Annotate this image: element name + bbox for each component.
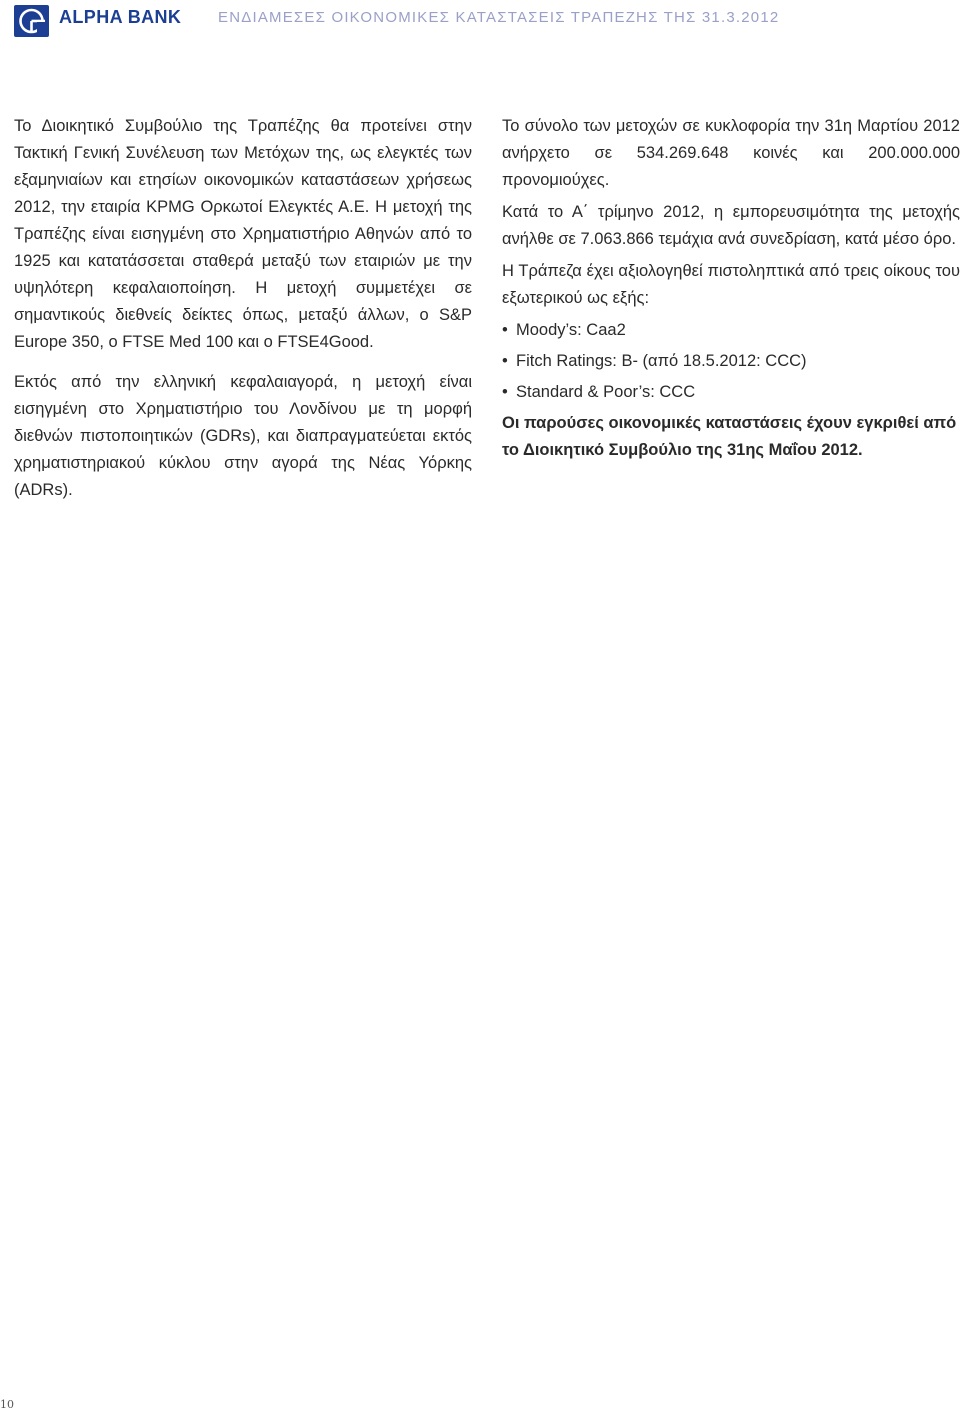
left-column (14, 113, 472, 517)
page-header (0, 0, 960, 40)
paragraph-auditors-listing: Το Διοικητικό Συμβούλιο της Τραπέζης θα προτείνει στην Τακτική Γενική Συνέλευση των Μετόχων της, ως ελεγκτές των εξαμηνιαίων και ετησίων οικονομικών καταστάσεων χρήσεως 2012, την εταιρία KPMG Ορκωτοί Ελεγκτές Α.Ε. Η μετοχή της Τραπέζης είναι εισηγμένη στο Χρηματιστήριο Αθηνών από το 1925 και κατατάσσεται σταθερά μεταξύ των εταιριών με την υψηλότερη κεφαλαιοποίηση. Η μετοχή συμμετέχει σε σημαντικούς διεθνείς δείκτες όπως, μεταξύ άλλων, ο S&P Europe 350, ο FTSE Med 100 και ο FTSE4Good. (14, 117, 472, 351)
rating-fitch: Fitch Ratings: B- (από 18.5.2012: CCC) (516, 352, 807, 370)
list-item (502, 379, 960, 406)
alpha-logo-icon (14, 5, 49, 37)
list-item (502, 317, 960, 344)
rating-sp: Standard & Poor’s: CCC (516, 383, 696, 401)
paragraph-foreign-listing: Εκτός από την ελληνική κεφαλαιαγορά, η μετοχή είναι εισηγμένη στο Χρηματιστήριο του Λονδίνου με τη μορφή διεθνών πιστοποιητικών (GDRs), και διαπραγματεύεται εκτός χρηματιστηριακού κύκλου στην αγορά της Νέας Υόρκης (ADRs). (14, 373, 472, 499)
bullet-icon: • (502, 352, 508, 370)
report-title: ΕΝΔΙΑΜΕΣΕΣ ΟΙΚΟΝΟΜΙΚΕΣ ΚΑΤΑΣΤΑΣΕΙΣ ΤΡΑΠΕΖΗΣ ΤΗΣ 31.3.2012 (218, 9, 780, 26)
paragraph-trading-volume: Κατά το Α΄ τρίμηνο 2012, η εμπορευσιμότητα της μετοχής ανήλθε σε 7.063.866 τεμάχια ανά συνεδρίαση, κατά μέσο όρο. (502, 203, 960, 248)
paragraph-shares-outstanding: Το σύνολο των μετοχών σε κυκλοφορία την 31η Μαρτίου 2012 ανήρχετο σε 534.269.648 κοινές και 200.000.000 προνομιούχες. (502, 117, 960, 189)
rating-moodys: Moody’s: Caa2 (516, 321, 626, 339)
list-item (502, 348, 960, 375)
ratings-list (502, 317, 960, 406)
approval-note: Οι παρούσες οικονομικές καταστάσεις έχουν εγκριθεί από το Διοικητικό Συμβούλιο της 31ης Μαΐου 2012. (502, 414, 957, 459)
bullet-icon: • (502, 321, 508, 339)
brand-name: ALPHA BANK (59, 7, 182, 27)
bullet-icon: • (502, 383, 508, 401)
right-column (502, 113, 960, 464)
page-number: 10 (0, 1398, 14, 1411)
paragraph-credit-ratings: Η Τράπεζα έχει αξιολογηθεί πιστοληπτικά από τρεις οίκους του εξωτερικού ως εξής: (502, 262, 960, 307)
